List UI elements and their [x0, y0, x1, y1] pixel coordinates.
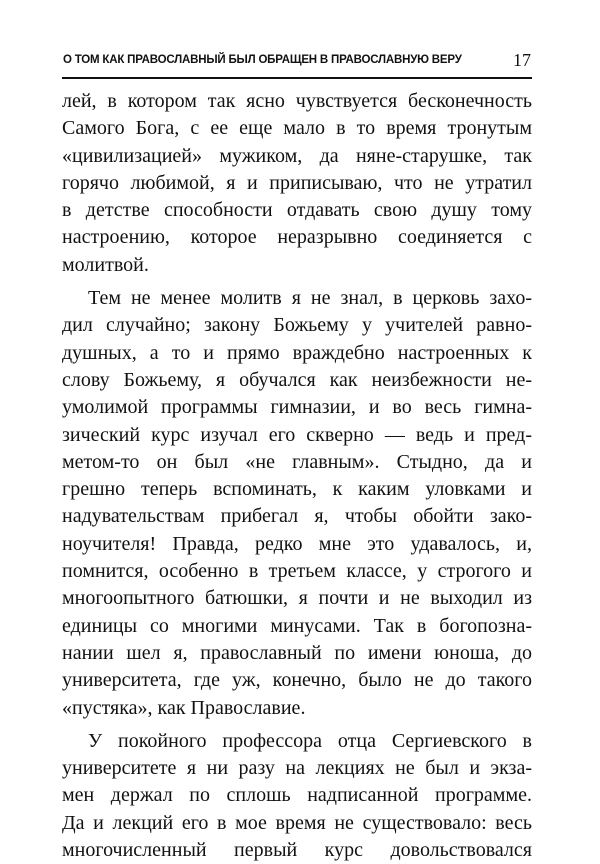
header-rule — [62, 77, 532, 79]
body-text — [62, 88, 532, 864]
text-line: молитвой. — [62, 253, 149, 276]
text-line: ноучителя! Правда, редко мне это удавалось, и, — [62, 532, 532, 555]
text-line: многочисленный первый курс довольствовался — [62, 839, 532, 862]
text-line: Самого Бога, с ее еще мало в то время тронутым — [62, 117, 532, 140]
text-line: многоопытного батюшки, я почти и не выходил из — [62, 587, 532, 610]
text-line: горячо любимой, я и приписываю, что не утратил — [62, 171, 532, 194]
text-line: «пустяка», как Православие. — [62, 696, 306, 719]
text-line: лей, в котором так ясно чувствуется бесконечность — [62, 90, 532, 112]
text-line: «цивилизацией» мужиком, да няне-старушке, так — [62, 144, 532, 167]
running-header — [63, 50, 533, 74]
text-line: Да и лекций его в мое время не существовало: весь — [62, 811, 532, 834]
text-line: единицы со многими минусами. Так в богопозна- — [62, 614, 532, 637]
text-line: в детстве способности отдавать свою душу тому — [62, 199, 532, 222]
text-line: надувательствам прибегал я, чтобы обойти зако- — [62, 505, 532, 528]
text-line: слову Божьему, я обучался как неизбежности не- — [62, 368, 532, 391]
text-line: метом-то он был «не главным». Стыдно, да и — [62, 450, 532, 473]
text-line: университета, где уж, конечно, было не до такого — [62, 669, 532, 692]
text-line: У покойного профессора отца Сергиевского в — [88, 729, 532, 752]
text-line: мен держал по сплошь надписанной программе. — [62, 784, 532, 807]
text-line: нании шел я, православный по имени юноша, до — [62, 641, 532, 664]
text-line: помнится, особенно в третьем классе, у строгого и — [62, 560, 532, 583]
text-line: настроению, которое неразрывно соединяется с — [62, 226, 532, 249]
text-line: дил случайно; закону Божьему у учителей равно- — [62, 314, 532, 337]
text-line: зический курс изучал его скверно — ведь и пред- — [62, 423, 532, 446]
text-line: умолимой программы гимназии, и во весь гимна- — [62, 396, 532, 419]
text-line: душных, а то и прямо враждебно настроенных к — [62, 341, 532, 364]
page-number: 17 — [513, 50, 531, 70]
text-line: грешно теперь вспоминать, к каким уловками и — [62, 478, 532, 501]
running-header-title: О ТОМ КАК ПРАВОСЛАВНЫЙ БЫЛ ОБРАЩЕН В ПРАВОСЛАВНУЮ ВЕРУ — [63, 54, 462, 66]
text-line: университете я ни разу на лекциях не был и экза- — [62, 757, 532, 780]
text-line: Тем не менее молитв я не знал, в церковь захо- — [88, 287, 532, 310]
